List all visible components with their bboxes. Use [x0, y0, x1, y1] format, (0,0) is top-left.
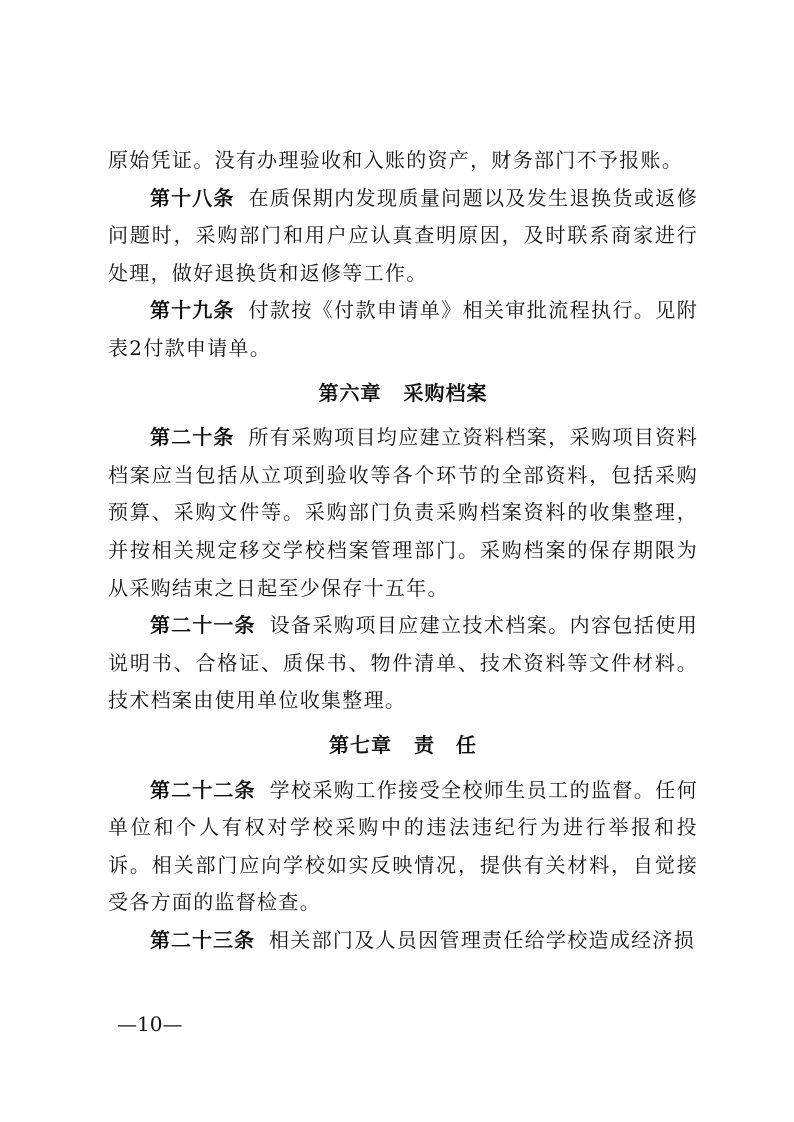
article-19 [108, 292, 698, 367]
article-18-text: 在质保期内发现质量问题以及发生退换货或返修问题时，采购部门和用户应认真查明原因，及时联系商家进行处理，做好退换货和返修等工作。 [108, 185, 698, 285]
article-22-label: 第二十二条 [150, 777, 256, 802]
article-23-text: 相关部门及人员因管理责任给学校造成经济损 [269, 927, 695, 952]
chapter-6-title: 采购档案 [403, 380, 488, 405]
article-18-label: 第十八条 [150, 185, 235, 210]
article-23 [108, 922, 698, 960]
article-21-text: 设备采购项目应建立技术档案。内容包括使用说明书、合格证、质保书、物件清单、技术资料等文件材料。技术档案由使用单位收集整理。 [108, 613, 698, 713]
article-19-text: 付款按《付款申请单》相关审批流程执行。见附表2付款申请单。 [108, 298, 698, 360]
article-21-label: 第二十一条 [150, 613, 256, 638]
article-18 [108, 180, 698, 293]
article-22 [108, 772, 698, 922]
paragraph-continuation: 原始凭证。没有办理验收和入账的资产，财务部门不予报账。 [108, 148, 684, 172]
chapter-7-title: 责 任 [414, 732, 477, 757]
chapter-6-number: 第六章 [318, 380, 382, 405]
article-21 [108, 607, 698, 720]
article-22-text: 学校采购工作接受全校师生员工的监督。任何单位和个人有权对学校采购中的违法违纪行为进行举报和投诉。相关部门应向学校如实反映情况，提供有关材料，自觉接受各方面的监督检查。 [108, 777, 698, 915]
article-20-label: 第二十条 [150, 425, 235, 450]
article-20 [108, 419, 698, 607]
chapter-6-heading [108, 368, 698, 420]
chapter-7-heading [108, 720, 698, 772]
article-20-text: 所有采购项目均应建立资料档案，采购项目资料档案应当包括从立项到验收等各个环节的全部资料，包括采购预算、采购文件等。采购部门负责采购档案资料的收集整理，并按相关规定移交学校档案管理部门。采购档案的保存期限为从采购结束之日起至少保存十五年。 [108, 425, 698, 600]
article-19-label: 第十九条 [150, 298, 235, 323]
document-body [108, 142, 698, 959]
article-23-label: 第二十三条 [150, 927, 255, 952]
page-number: —10— [117, 1012, 183, 1036]
chapter-7-number: 第七章 [329, 732, 392, 757]
